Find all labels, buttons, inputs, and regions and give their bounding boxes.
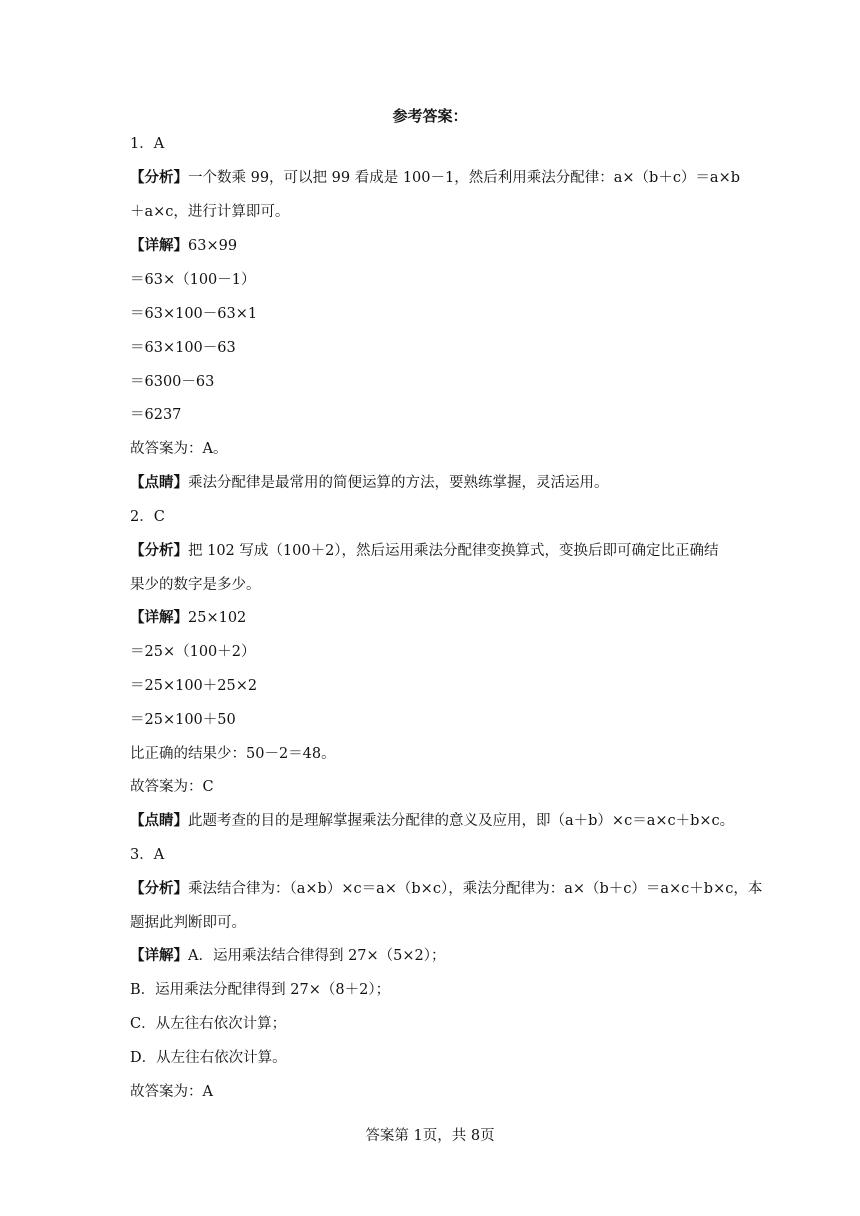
analysis-text: 一个数乘 99，可以把 99 看成是 100－1，然后利用乘法分配律：a×（b＋c）＝a×b — [188, 170, 741, 186]
analysis-text: 乘法结合律为：（a×b）×c＝a×（b×c），乘法分配律为：a×（b＋c）＝a×c＋b×c，本 — [188, 881, 763, 897]
q1-number: 1．A — [130, 136, 165, 152]
page-title: 参考答案： — [392, 107, 468, 125]
q2-number: 2．C — [130, 509, 165, 525]
q2-detail — [130, 608, 740, 628]
q1-answer: 故答案为：A。 — [130, 441, 228, 457]
q3-number: 3．A — [130, 847, 165, 863]
detail-tag: 【详解】 — [130, 237, 188, 254]
detail-text: 25×102 — [188, 610, 247, 626]
q1-step-3: ＝63×100－63 — [130, 340, 236, 356]
q2-analysis-line1 — [130, 541, 740, 561]
q2-analysis-line2: 果少的数字是多少。 — [130, 577, 261, 593]
q3-analysis-line2: 题据此判断即可。 — [130, 915, 246, 931]
q3-answer: 故答案为：A — [130, 1084, 213, 1100]
analysis-tag: 【分析】 — [130, 880, 188, 897]
q1-comment — [130, 473, 740, 493]
q1-detail — [130, 236, 740, 256]
detail-text: A．运用乘法结合律得到 27×（5×2）； — [188, 948, 446, 964]
comment-tag: 【点睛】 — [130, 812, 188, 829]
detail-text: 63×99 — [188, 238, 238, 254]
detail-tag: 【详解】 — [130, 947, 188, 964]
page-footer: 答案第 1页，共 8页 — [365, 1128, 495, 1144]
comment-text: 乘法分配律是最常用的简便运算的方法，要熟练掌握，灵活运用。 — [188, 475, 609, 491]
comment-text: 此题考查的目的是理解掌握乘法分配律的意义及应用，即（a＋b）×c＝a×c＋b×c。 — [188, 813, 735, 829]
q1-step-2: ＝63×100－63×1 — [130, 306, 258, 322]
q1-step-1: ＝63×（100－1） — [130, 272, 256, 288]
q2-step-3: ＝25×100＋50 — [130, 712, 236, 728]
detail-tag: 【详解】 — [130, 609, 188, 626]
q2-step-1: ＝25×（100＋2） — [130, 644, 256, 660]
q1-analysis-line2: ＋a×c，进行计算即可。 — [130, 204, 290, 220]
q1-step-4: ＝6300－63 — [130, 374, 215, 390]
analysis-text: 把 102 写成（100＋2），然后运用乘法分配律变换算式，变换后即可确定比正确结 — [188, 543, 719, 559]
q2-comment — [130, 811, 740, 831]
comment-tag: 【点睛】 — [130, 474, 188, 491]
q2-step-2: ＝25×100＋25×2 — [130, 678, 258, 694]
q2-difference: 比正确的结果少：50－2＝48。 — [130, 746, 336, 762]
q3-option-b: B．运用乘法分配律得到 27×（8＋2）； — [130, 982, 391, 998]
q3-detail — [130, 946, 740, 966]
q3-option-c: C．从左往右依次计算； — [130, 1016, 287, 1032]
q1-analysis-line1 — [130, 168, 740, 188]
q3-option-d: D．从左往右依次计算。 — [130, 1050, 287, 1066]
analysis-tag: 【分析】 — [130, 542, 188, 559]
q3-analysis-line1 — [130, 879, 763, 899]
q1-step-5: ＝6237 — [130, 407, 182, 423]
analysis-tag: 【分析】 — [130, 169, 188, 186]
q2-answer: 故答案为：C — [130, 779, 214, 795]
